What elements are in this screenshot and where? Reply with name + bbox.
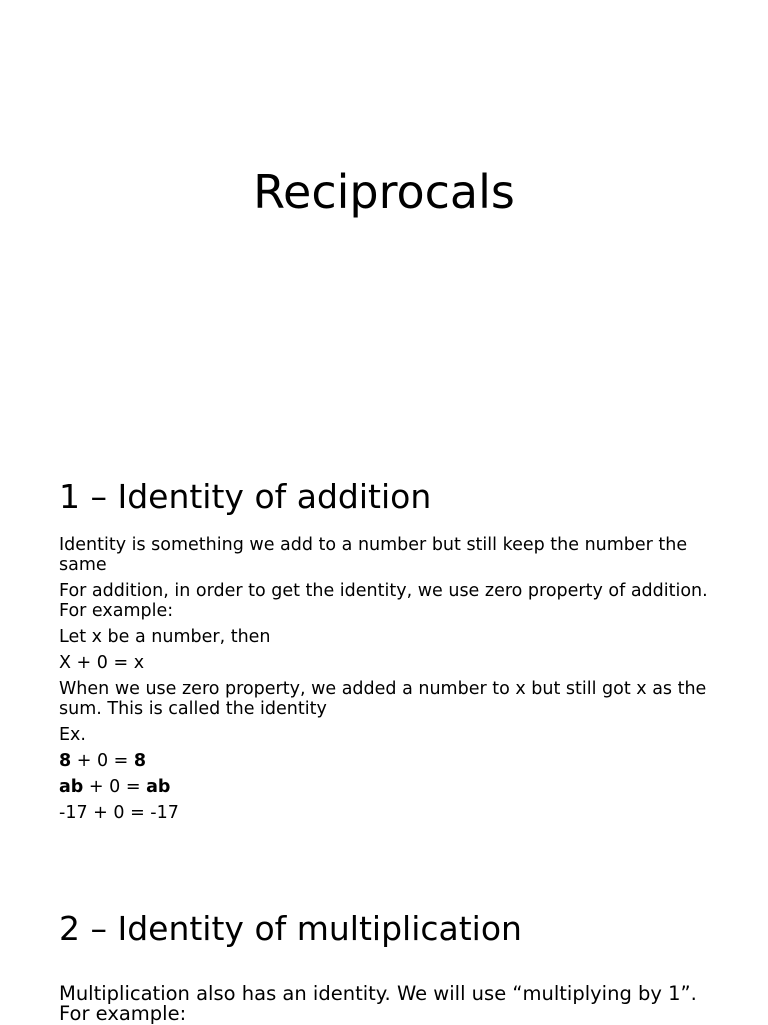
section-body-identity-of-multiplication	[59, 984, 719, 1024]
example-2-mid: + 0 =	[83, 777, 147, 797]
section-heading-identity-of-multiplication: 2 – Identity of multiplication	[59, 909, 522, 948]
example-1-rhs: 8	[133, 751, 147, 771]
section-body-identity-of-addition	[59, 535, 719, 823]
paragraph-identity-explanation: When we use zero property, we added a number to x but still got x as the sum. This is called the identity	[59, 679, 707, 719]
example-equation-3: -17 + 0 = -17	[59, 803, 179, 823]
paragraph-zero-property: For addition, in order to get the identity, we use zero property of addition. For example:	[59, 581, 708, 621]
section-heading-identity-of-addition: 1 – Identity of addition	[59, 477, 432, 516]
paragraph-let-x: Let x be a number, then	[59, 627, 271, 647]
paragraph-identity-definition: Identity is something we add to a number but still keep the number the same	[59, 535, 688, 575]
page-title: Reciprocals	[253, 165, 515, 219]
paragraph-multiplication-identity: Multiplication also has an identity. We will use “multiplying by 1”. For example:	[59, 982, 697, 1025]
example-2-rhs: ab	[146, 777, 171, 797]
example-label: Ex.	[59, 725, 86, 745]
example-1-mid: + 0 =	[71, 751, 134, 771]
example-2-lhs: ab	[59, 777, 84, 797]
example-1-lhs: 8	[59, 751, 72, 771]
example-equation-1	[59, 751, 719, 771]
example-equation-2	[59, 777, 719, 797]
equation-x-plus-zero: X + 0 = x	[59, 653, 145, 673]
